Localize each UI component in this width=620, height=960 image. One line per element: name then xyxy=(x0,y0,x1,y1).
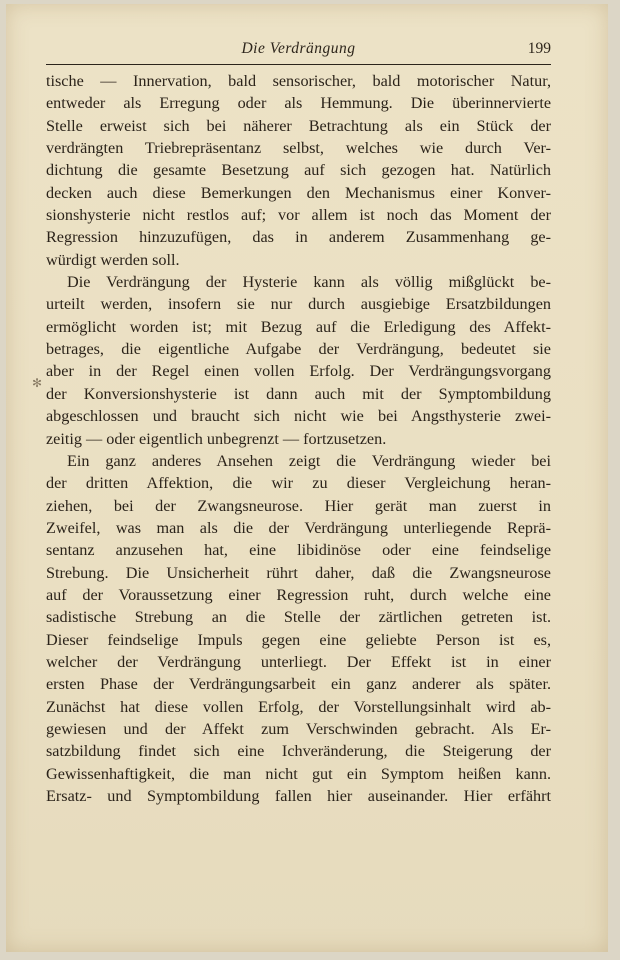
text-line: Strebung. Die Unsicherheit rührt daher, daß die Zwangsneurose xyxy=(46,563,551,582)
text-line: welcher der Verdrängung unterliegt. Der Effekt ist in einer xyxy=(46,652,551,671)
running-header xyxy=(46,40,551,60)
text-line: ersten Phase der Verdrängungsarbeit ein ganz anderer als später. xyxy=(46,675,551,694)
text-line: dichtung die gesamte Besetzung auf sich gezogen hat. Natürlich xyxy=(46,161,551,180)
text-line: Regression hinzuzufügen, das in anderem Zusammenhang ge- xyxy=(46,228,551,247)
text-line: der Konversionshysterie ist dann auch mit der Symptombildung xyxy=(46,384,551,403)
text-line: aber in der Regel einen vollen Erfolg. Der Verdrängungsvorgang xyxy=(46,362,551,381)
text-line: Ein ganz anderes Ansehen zeigt die Verdrängung wieder bei xyxy=(67,451,551,470)
text-line: Dieser feindselige Impuls gegen eine geliebte Person ist es, xyxy=(46,630,551,649)
margin-mark: ✻ xyxy=(32,376,43,390)
text-line: urteilt werden, insofern sie nur durch ausgiebige Ersatzbildungen xyxy=(46,295,551,314)
text-line: zeitig — oder eigentlich unbegrenzt — fortzusetzen. xyxy=(46,429,387,448)
text-line: satzbildung findet sich eine Ichveränderung, die Steigerung der xyxy=(46,742,551,761)
text-line: tische — Innervation, bald sensorischer, bald motorischer Natur, xyxy=(46,72,551,90)
text-line: gewiesen und der Affekt zum Verschwinden gebracht. Als Er- xyxy=(46,719,551,738)
text-line: würdigt werden soll. xyxy=(46,250,180,269)
text-line: auf der Voraussetzung einer Regression ruht, durch welche eine xyxy=(46,585,551,604)
text-line: ziehen, bei der Zwangsneurose. Hier gerät man zuerst in xyxy=(46,496,551,515)
text-line: sentanz anzusehen hat, eine libidinöse oder eine feindselige xyxy=(46,541,551,560)
header-rule xyxy=(46,64,551,65)
running-title: Die Verdrängung xyxy=(241,40,356,57)
text-line: decken auch diese Bemerkungen den Mechanismus einer Konver- xyxy=(46,183,551,202)
text-line: abgeschlossen und braucht sich nicht wie bei Angsthysterie zwei- xyxy=(46,407,551,426)
text-line: entweder als Erregung oder als Hemmung. Die überinnervierte xyxy=(46,94,551,113)
text-line: betrages, die eigentliche Aufgabe der Verdrängung, bedeutet sie xyxy=(46,340,551,359)
text-line: der dritten Affektion, die wir zu dieser Vergleichung heran- xyxy=(46,474,551,493)
text-line: Zunächst hat diese vollen Erfolg, der Vorstellungsinhalt wird ab- xyxy=(46,697,551,716)
text-line: Stelle erweist sich bei näherer Betrachtung als ein Stück der xyxy=(46,116,551,135)
text-line: Zweifel, was man als die der Verdrängung unterliegende Reprä- xyxy=(46,518,551,537)
body-text xyxy=(46,70,551,807)
text-line: verdrängten Triebrepräsentanz selbst, welches wie durch Ver- xyxy=(46,139,551,158)
text-line: Die Verdrängung der Hysterie kann als völlig mißglückt be- xyxy=(67,273,551,292)
page-number: 199 xyxy=(527,40,551,57)
text-line: sadistische Strebung an die Stelle der zärtlichen getreten ist. xyxy=(46,608,551,627)
text-line: Gewissenhaftigkeit, die man nicht gut ein Symptom heißen kann. xyxy=(46,764,551,783)
text-line: Ersatz- und Symptombildung fallen hier auseinander. Hier erfährt xyxy=(46,787,551,805)
text-line: ermöglicht worden ist; mit Bezug auf die Erledigung des Affekt- xyxy=(46,317,551,336)
book-page xyxy=(6,4,608,952)
text-line: sionshysterie nicht restlos auf; vor allem ist noch das Moment der xyxy=(46,206,551,225)
